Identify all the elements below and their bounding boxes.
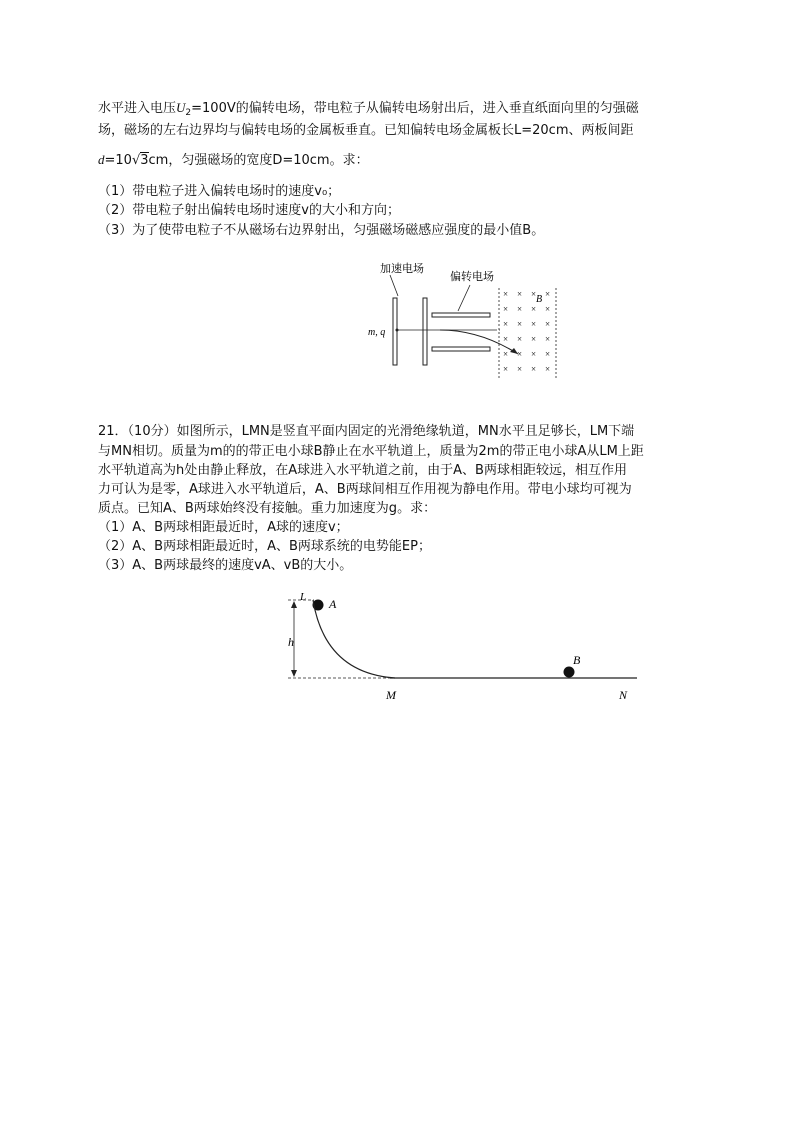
q20-line-1 [98, 99, 639, 122]
q21-item-1: （1）A、B两球相距最近时，A球的速度v； [98, 520, 349, 535]
q20-line-1-part-a: 水平进入电压 [98, 101, 177, 116]
field-x-mark: × [517, 334, 523, 344]
ball-B [564, 667, 575, 678]
field-x-mark: × [517, 319, 523, 329]
q21-line-4: 力可认为是零，A球进入水平轨道后，A、B两球间相互作用视为静电作用。带电小球均可视为 [98, 482, 632, 497]
q20-line-3-rest: ，匀强磁场的宽度D=10cm。求： [168, 153, 369, 168]
field-x-mark: × [531, 289, 537, 299]
q21-item-2: （2）A、B两球相距最近时，A、B两球系统的电势能EP； [98, 539, 431, 554]
height-arrow-up-icon [291, 601, 297, 608]
q20-voltage-symbol: U [176, 100, 186, 115]
q20-d-value: =10 [104, 153, 132, 168]
field-x-mark: × [545, 334, 551, 344]
point-M-label: M [386, 688, 396, 702]
q20-voltage-subscript: 2 [185, 108, 192, 118]
q21-line-5: 质点。已知A、B两球始终没有接触。重力加速度为g。求： [98, 501, 437, 516]
field-B-label: B [536, 294, 543, 305]
height-h-label: h [288, 635, 294, 649]
deflect-plate-top [432, 313, 490, 317]
q21-line-3: 水平轨道高为h处由静止释放，在A球进入水平轨道之前，由于A、B两球相距较远，相互作用 [98, 463, 627, 478]
height-arrow-down-icon [291, 670, 297, 677]
particle-mq-label: m, q [368, 327, 386, 338]
field-x-mark: × [517, 364, 523, 374]
q20-line-1-part-b: =100V的偏转电场，带电粒子从偏转电场射出后，进入垂直纸面向里的匀强磁 [191, 101, 639, 116]
ball-B-label: B [573, 653, 581, 667]
magnetic-field-marks [503, 289, 550, 374]
q21-line-1: 21．（10分）如图所示，LMN是竖直平面内固定的光滑绝缘轨道，MN水平且足够长，LM下端 [98, 424, 635, 439]
field-x-mark: × [503, 289, 509, 299]
accel-field-label: 加速电场 [380, 263, 424, 275]
q20-item-1: （1）带电粒子进入偏转电场时的速度v₀； [98, 184, 341, 199]
sqrt-icon: √ [131, 153, 141, 168]
field-x-mark: × [517, 289, 523, 299]
field-x-mark: × [531, 364, 537, 374]
curved-track-LM [313, 600, 395, 678]
q20-item-3: （3）为了使带电粒子不从磁场右边界射出，匀强磁场磁感应强度的最小值B。 [98, 223, 545, 238]
ball-A-label: A [329, 597, 337, 611]
accel-plate-left [393, 298, 397, 365]
field-x-mark: × [517, 304, 523, 314]
field-x-mark: × [531, 334, 537, 344]
q20-d-unit: cm [148, 153, 169, 168]
field-x-mark: × [531, 349, 537, 359]
field-x-mark: × [545, 304, 551, 314]
field-x-mark: × [545, 349, 551, 359]
field-x-mark: × [531, 319, 537, 329]
q20-d-symbol: d [98, 152, 105, 167]
field-x-mark: × [503, 364, 509, 374]
track-L-label: L [300, 591, 307, 603]
field-x-mark: × [503, 319, 509, 329]
accel-label-leader [390, 275, 398, 296]
q20-line-3 [98, 151, 369, 170]
field-x-mark: × [545, 364, 551, 374]
accel-plate-right [423, 298, 427, 365]
deflect-plate-bottom [432, 347, 490, 351]
point-N-label: N [619, 688, 628, 702]
deflect-field-label: 偏转电场 [450, 271, 494, 283]
q20-item-2: （2）带电粒子射出偏转电场时速度v的大小和方向； [98, 203, 400, 218]
field-x-mark: × [503, 334, 509, 344]
q21-track-figure [280, 585, 650, 710]
deflect-label-leader [458, 285, 470, 311]
field-x-mark: × [545, 289, 551, 299]
field-x-mark: × [503, 349, 509, 359]
field-x-mark: × [531, 304, 537, 314]
q21-line-2: 与MN相切。质量为m的的带正电小球B静止在水平轨道上，质量为2m的带正电小球A从LM上距 [98, 444, 644, 459]
q20-root-value: 3 [140, 153, 149, 168]
field-x-mark: × [503, 304, 509, 314]
q21-item-3: （3）A、B两球最终的速度vA、vB的大小。 [98, 558, 353, 573]
q20-apparatus-figure [360, 258, 565, 383]
field-x-mark: × [517, 349, 523, 359]
q20-line-2: 场，磁场的左右边界均与偏转电场的金属板垂直。已知偏转电场金属板长L=20cm、两板间距 [98, 123, 634, 138]
field-x-mark: × [545, 319, 551, 329]
